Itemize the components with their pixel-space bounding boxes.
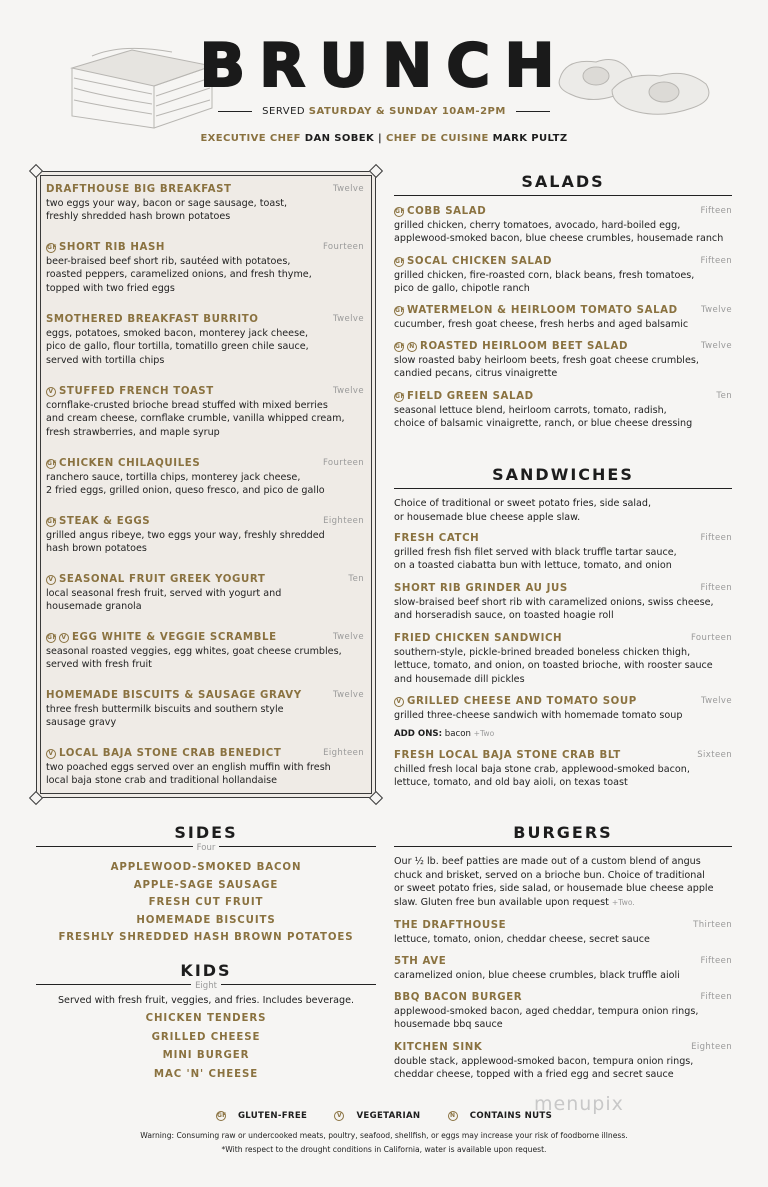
menu-item <box>46 385 364 439</box>
menu-item-price: Eighteen <box>691 1042 732 1052</box>
gluten-free-icon: GF <box>47 518 58 525</box>
burgers-note-line: or sweet potato fries, side salad, or housemade blue cheese apple <box>394 883 714 895</box>
legend-contains-nuts: N CONTAINS NUTS <box>442 1111 558 1121</box>
menu-item-name: GF STEAK & EGGS <box>47 516 151 527</box>
menu-item <box>394 695 732 722</box>
menu-item <box>46 689 364 730</box>
menu-item <box>46 631 364 672</box>
menu-item-description: and housemade dill pickles <box>394 673 525 685</box>
menu-item-description: sausage gravy <box>46 717 117 729</box>
menu-item-name: FRESH CATCH <box>394 533 480 544</box>
food-warning: Warning: Consuming raw or undercooked meats, poultry, seafood, shellfish, or eggs may increase your risk of foodborne illness. <box>140 1131 628 1140</box>
menu-item-description: and horseradish sauce, on toasted hoagie roll <box>394 610 614 622</box>
menu-item-price: Sixteen <box>697 750 732 760</box>
burgers-note-line: Our ½ lb. beef patties are made out of a custom blend of angus <box>394 856 701 867</box>
menu-item-name: V SEASONAL FRUIT GREEK YOGURT <box>46 573 364 587</box>
menu-item-description: chilled fresh local baja stone crab, applewood-smoked bacon, <box>394 763 690 775</box>
menu-item-description: cornflake-crusted brioche bread stuffed with mixed berries <box>46 399 328 411</box>
burgers-note-price: +Two. <box>611 897 635 907</box>
menu-item-description: seasonal lettuce blend, heirloom carrots, tomato, radish, <box>394 404 667 416</box>
menu-item-name: GF CHICKEN CHILAQUILES <box>47 458 201 469</box>
menu-item-price: Twelve <box>701 305 732 315</box>
menu-item-price: Eighteen <box>323 748 364 758</box>
menu-item-description: slow-braised beef short rib with caramelized onions, swiss cheese, <box>394 596 714 608</box>
menu-item-price: Ten <box>716 391 732 401</box>
menu-item-description: cucumber, fresh goat cheese, fresh herbs and aged balsamic <box>394 318 689 330</box>
rule-right <box>516 111 550 112</box>
chef2-role: CHEF DE CUISINE <box>386 133 489 144</box>
menu-item-name: 5TH AVE <box>394 956 447 967</box>
vegetarian-icon: V <box>394 697 404 707</box>
sandwiches-title: SANDWICHES <box>492 465 634 484</box>
burgers-rule <box>394 846 732 847</box>
gluten-free-icon: GF <box>395 258 406 265</box>
menu-item-description: lettuce, tomato, and onion, on toasted brioche, with rooster sauce <box>394 660 713 672</box>
sandwiches-note-line: or housemade blue cheese apple slaw. <box>394 511 581 523</box>
menu-item-name: SMOTHERED BREAKFAST BURRITO <box>46 314 259 325</box>
list-item: CHICKEN TENDERS <box>145 1013 267 1024</box>
menu-item-price: Fourteen <box>322 242 364 252</box>
gluten-free-icon: GF <box>395 208 406 215</box>
menu-item <box>46 747 364 788</box>
menu-item-description: local seasonal fresh fruit, served with yogurt and <box>46 587 282 599</box>
menu-item-name: GF SOCAL CHICKEN SALAD <box>395 256 553 267</box>
served-time: 10AM-2PM <box>441 106 506 117</box>
chef-separator: | <box>378 133 383 144</box>
menu-item-description: slow roasted baby heirloom beets, fresh goat cheese crumbles, <box>394 354 699 366</box>
menu-item-name: HOMEMADE BISCUITS & SAUSAGE GRAVY <box>46 690 302 701</box>
legend-vegetarian: V VEGETARIAN <box>328 1111 426 1121</box>
rule-left <box>218 111 252 112</box>
drought-notice: *With respect to the drought conditions in California, water is available upon request. <box>221 1145 547 1154</box>
gluten-free-icon: GF <box>216 1112 227 1119</box>
service-hours <box>0 106 768 117</box>
menu-item-price: Fifteen <box>700 583 732 593</box>
menu-item-description: ranchero sauce, tortilla chips, monterey jack cheese, <box>46 471 301 483</box>
dietary-legend <box>0 1111 768 1121</box>
nuts-icon: N <box>407 342 417 352</box>
vegetarian-icon: V <box>46 575 56 585</box>
sandwiches-rule <box>394 488 732 489</box>
menu-item-price: Fifteen <box>700 533 732 543</box>
menu-item-price: Twelve <box>701 696 732 706</box>
vegetarian-icon: V <box>46 387 56 397</box>
menu-item <box>394 1041 732 1082</box>
menu-item-price: Thirteen <box>693 920 732 930</box>
sides-price: Four <box>36 843 376 853</box>
menu-item-description: seasonal roasted veggies, egg whites, goat cheese crumbles, <box>46 645 342 657</box>
menu-item-price: Fourteen <box>690 633 732 643</box>
menu-item-description: roasted peppers, caramelized onions, and fresh thyme, <box>46 269 312 281</box>
menu-item-description: on a toasted ciabatta bun with lettuce, tomato, and onion <box>394 560 672 572</box>
kids-price: Eight <box>36 981 376 991</box>
list-item: HOMEMADE BISCUITS <box>136 914 276 926</box>
menu-item-description: housemade bbq sauce <box>394 1019 503 1031</box>
menu-item-price: Twelve <box>333 690 364 700</box>
gluten-free-icon: GF <box>395 343 406 350</box>
menu-item-name: GF N ROASTED HEIRLOOM BEET SALAD <box>395 341 629 352</box>
menu-item-price: Twelve <box>333 184 364 194</box>
menu-item-name: GF SHORT RIB HASH <box>47 242 166 253</box>
menu-item-description: housemade granola <box>46 601 142 613</box>
menu-item-name: GF FIELD GREEN SALAD <box>395 391 534 402</box>
menu-item <box>394 532 732 573</box>
served-days: SATURDAY & SUNDAY <box>308 106 439 117</box>
served-prefix: SERVED <box>262 106 306 117</box>
menu-item-name: SHORT RIB GRINDER AU JUS <box>394 583 568 594</box>
menu-item <box>46 183 364 224</box>
menu-item-description: cheddar cheese, topped with a fried egg and secret sauce <box>394 1069 674 1081</box>
menu-item-description: two poached eggs served over an english muffin with fresh <box>46 761 331 773</box>
addons-price: +Two <box>473 729 495 738</box>
menu-item-name: FRIED CHICKEN SANDWICH <box>394 633 563 644</box>
burgers-title: BURGERS <box>513 823 613 842</box>
menu-item-name: GF WATERMELON & HEIRLOOM TOMATO SALAD <box>395 305 678 316</box>
corner-ornament <box>29 164 43 178</box>
menu-item <box>394 255 732 296</box>
menu-item <box>394 749 732 790</box>
gluten-free-icon: GF <box>47 634 58 641</box>
menu-item-description: two eggs your way, bacon or sage sausage, toast, <box>46 197 288 209</box>
menu-item <box>46 313 364 367</box>
menu-item <box>394 919 732 946</box>
gluten-free-icon: GF <box>395 307 406 314</box>
list-item: APPLE-SAGE SAUSAGE <box>133 879 279 891</box>
menu-item-description: lettuce, tomato, onion, cheddar cheese, secret sauce <box>394 933 650 945</box>
burgers-note <box>394 855 734 909</box>
kids-title: KIDS <box>180 961 232 980</box>
sides-title: SIDES <box>174 823 238 842</box>
corner-ornament <box>29 791 43 805</box>
menu-item-description: applewood-smoked bacon, aged cheddar, tempura onion rings, <box>394 1005 699 1017</box>
list-item: GRILLED CHEESE <box>151 1031 261 1043</box>
menu-item-description: eggs, potatoes, smoked bacon, monterey jack cheese, <box>46 327 309 339</box>
menu-item <box>394 304 732 331</box>
menu-item-name: DRAFTHOUSE BIG BREAKFAST <box>46 184 232 195</box>
menu-item-description: fresh strawberries, and maple syrup <box>46 426 220 438</box>
gluten-free-icon: GF <box>47 460 58 467</box>
menu-item-description: 2 fried eggs, grilled onion, queso fresco, and pico de gallo <box>46 485 325 497</box>
menu-item-price: Fourteen <box>322 458 364 468</box>
addons-label: ADD ONS: <box>394 729 443 739</box>
menu-item-name: FRESH LOCAL BAJA STONE CRAB BLT <box>394 750 621 761</box>
sandwiches-note-line: Choice of traditional or sweet potato fries, side salad, <box>394 498 652 509</box>
gluten-free-icon: GF <box>395 393 406 400</box>
menu-item-price: Ten <box>348 574 364 584</box>
menu-item-description: grilled three-cheese sandwich with homemade tomato soup <box>394 709 683 721</box>
list-item: FRESH CUT FRUIT <box>148 897 264 908</box>
menu-item-price: Twelve <box>333 386 364 396</box>
burgers-note-line: chuck and brisket, served on a brioche bun. Choice of traditional <box>394 869 705 881</box>
menu-item-price: Twelve <box>333 632 364 642</box>
menu-item-description: local baja stone crab and traditional hollandaise <box>46 775 278 787</box>
menu-item-description: served with tortilla chips <box>46 354 165 366</box>
menu-item <box>394 205 732 246</box>
sandwiches-note <box>394 497 732 524</box>
menu-item-description: candied pecans, citrus vinaigrette <box>394 368 558 380</box>
nuts-icon: N <box>448 1111 458 1121</box>
menu-item-description: pico de gallo, chipotle ranch <box>394 283 530 295</box>
menu-item-price: Twelve <box>701 341 732 351</box>
menu-item-name: GF COBB SALAD <box>395 206 487 217</box>
menu-item-name: THE DRAFTHOUSE <box>394 920 507 931</box>
chef1-name: DAN SOBEK <box>304 133 375 144</box>
list-item: APPLEWOOD-SMOKED BACON <box>110 862 302 873</box>
menu-item-description: and cream cheese, cornflake crumble, vanilla whipped cream, <box>46 413 345 425</box>
watermark: menupix <box>534 1093 624 1115</box>
menu-item-name: KITCHEN SINK <box>394 1042 483 1053</box>
menu-item-price: Fifteen <box>700 956 732 966</box>
addons-item: bacon <box>444 729 471 739</box>
menu-item-description: served with fresh fruit <box>46 659 152 671</box>
menu-item-price: Twelve <box>333 314 364 324</box>
menu-item-description: double stack, applewood-smoked bacon, tempura onion rings, <box>394 1055 694 1067</box>
menu-item-name: BBQ BACON BURGER <box>394 992 523 1003</box>
kids-note: Served with fresh fruit, veggies, and fries. Includes beverage. <box>57 995 355 1006</box>
chef-credits <box>0 133 768 144</box>
menu-item <box>394 340 732 381</box>
menu-item-price: Fifteen <box>700 206 732 216</box>
salads-rule <box>394 195 732 196</box>
menu-item-description: lettuce, tomato, and old bay aioli, on texas toast <box>394 777 628 789</box>
corner-ornament <box>369 791 383 805</box>
menu-item-name: V STUFFED FRENCH TOAST <box>46 385 364 399</box>
menu-item-description: grilled chicken, cherry tomatoes, avocado, hard-boiled egg, <box>394 219 681 231</box>
menu-item <box>46 573 364 614</box>
corner-ornament <box>369 164 383 178</box>
menu-item-name: GF V EGG WHITE & VEGGIE SCRAMBLE <box>47 632 277 643</box>
menu-item-description: caramelized onion, blue cheese crumbles, black truffle aioli <box>394 969 680 981</box>
menu-item-description: grilled chicken, fire-roasted corn, black beans, fresh tomatoes, <box>394 269 695 281</box>
menu-item <box>394 991 732 1032</box>
menu-item-description: choice of balsamic vinaigrette, ranch, or blue cheese dressing <box>394 418 693 430</box>
page-title: BRUNCH <box>0 30 768 102</box>
vegetarian-icon: V <box>46 749 56 759</box>
menu-item <box>394 632 732 686</box>
burgers-note-line: slaw. Gluten free bun available upon request <box>394 896 609 908</box>
menu-item-name: V LOCAL BAJA STONE CRAB BENEDICT <box>46 747 364 761</box>
menu-item-description: applewood-smoked bacon, blue cheese crumbles, housemade ranch <box>394 233 724 245</box>
menu-item <box>46 515 364 556</box>
menu-item-description: grilled angus ribeye, two eggs your way, freshly shredded <box>46 529 325 541</box>
list-item: MINI BURGER <box>162 1050 250 1061</box>
menu-item-price: Eighteen <box>323 516 364 526</box>
list-item: MAC 'N' CHEESE <box>153 1068 259 1080</box>
menu-item-description: pico de gallo, flour tortilla, tomatillo green chile sauce, <box>46 341 309 353</box>
chef2-name: MARK PULTZ <box>492 133 568 144</box>
vegetarian-icon: V <box>59 633 69 643</box>
menu-item-description: hash brown potatoes <box>46 543 147 555</box>
menu-item-description: beer-braised beef short rib, sautéed with potatoes, <box>46 255 291 267</box>
menu-item <box>394 390 732 431</box>
menu-item-description: grilled fresh fish filet served with black truffle tartar sauce, <box>394 546 677 558</box>
menu-item <box>394 955 732 982</box>
menu-item-description: southern-style, pickle-brined breaded boneless chicken thigh, <box>394 646 691 658</box>
legend-gluten-free: GF GLUTEN-FREE <box>216 1111 308 1121</box>
menu-item <box>394 582 732 623</box>
salads-title: SALADS <box>521 172 605 191</box>
menu-item-description: freshly shredded hash brown potatoes <box>46 211 231 223</box>
vegetarian-icon: V <box>334 1111 344 1121</box>
chef1-role: EXECUTIVE CHEF <box>200 133 301 144</box>
menu-item-description: three fresh buttermilk biscuits and southern style <box>46 703 284 715</box>
menu-item <box>46 241 364 295</box>
menu-item-description: topped with two fried eggs <box>46 282 175 294</box>
gluten-free-icon: GF <box>47 244 58 251</box>
addons-line <box>394 727 494 742</box>
list-item: FRESHLY SHREDDED HASH BROWN POTATOES <box>58 932 354 943</box>
menu-item-price: Fifteen <box>700 992 732 1002</box>
menu-item-price: Fifteen <box>700 256 732 266</box>
menu-item <box>46 457 364 498</box>
menu-item-name: V GRILLED CHEESE AND TOMATO SOUP <box>394 695 732 709</box>
